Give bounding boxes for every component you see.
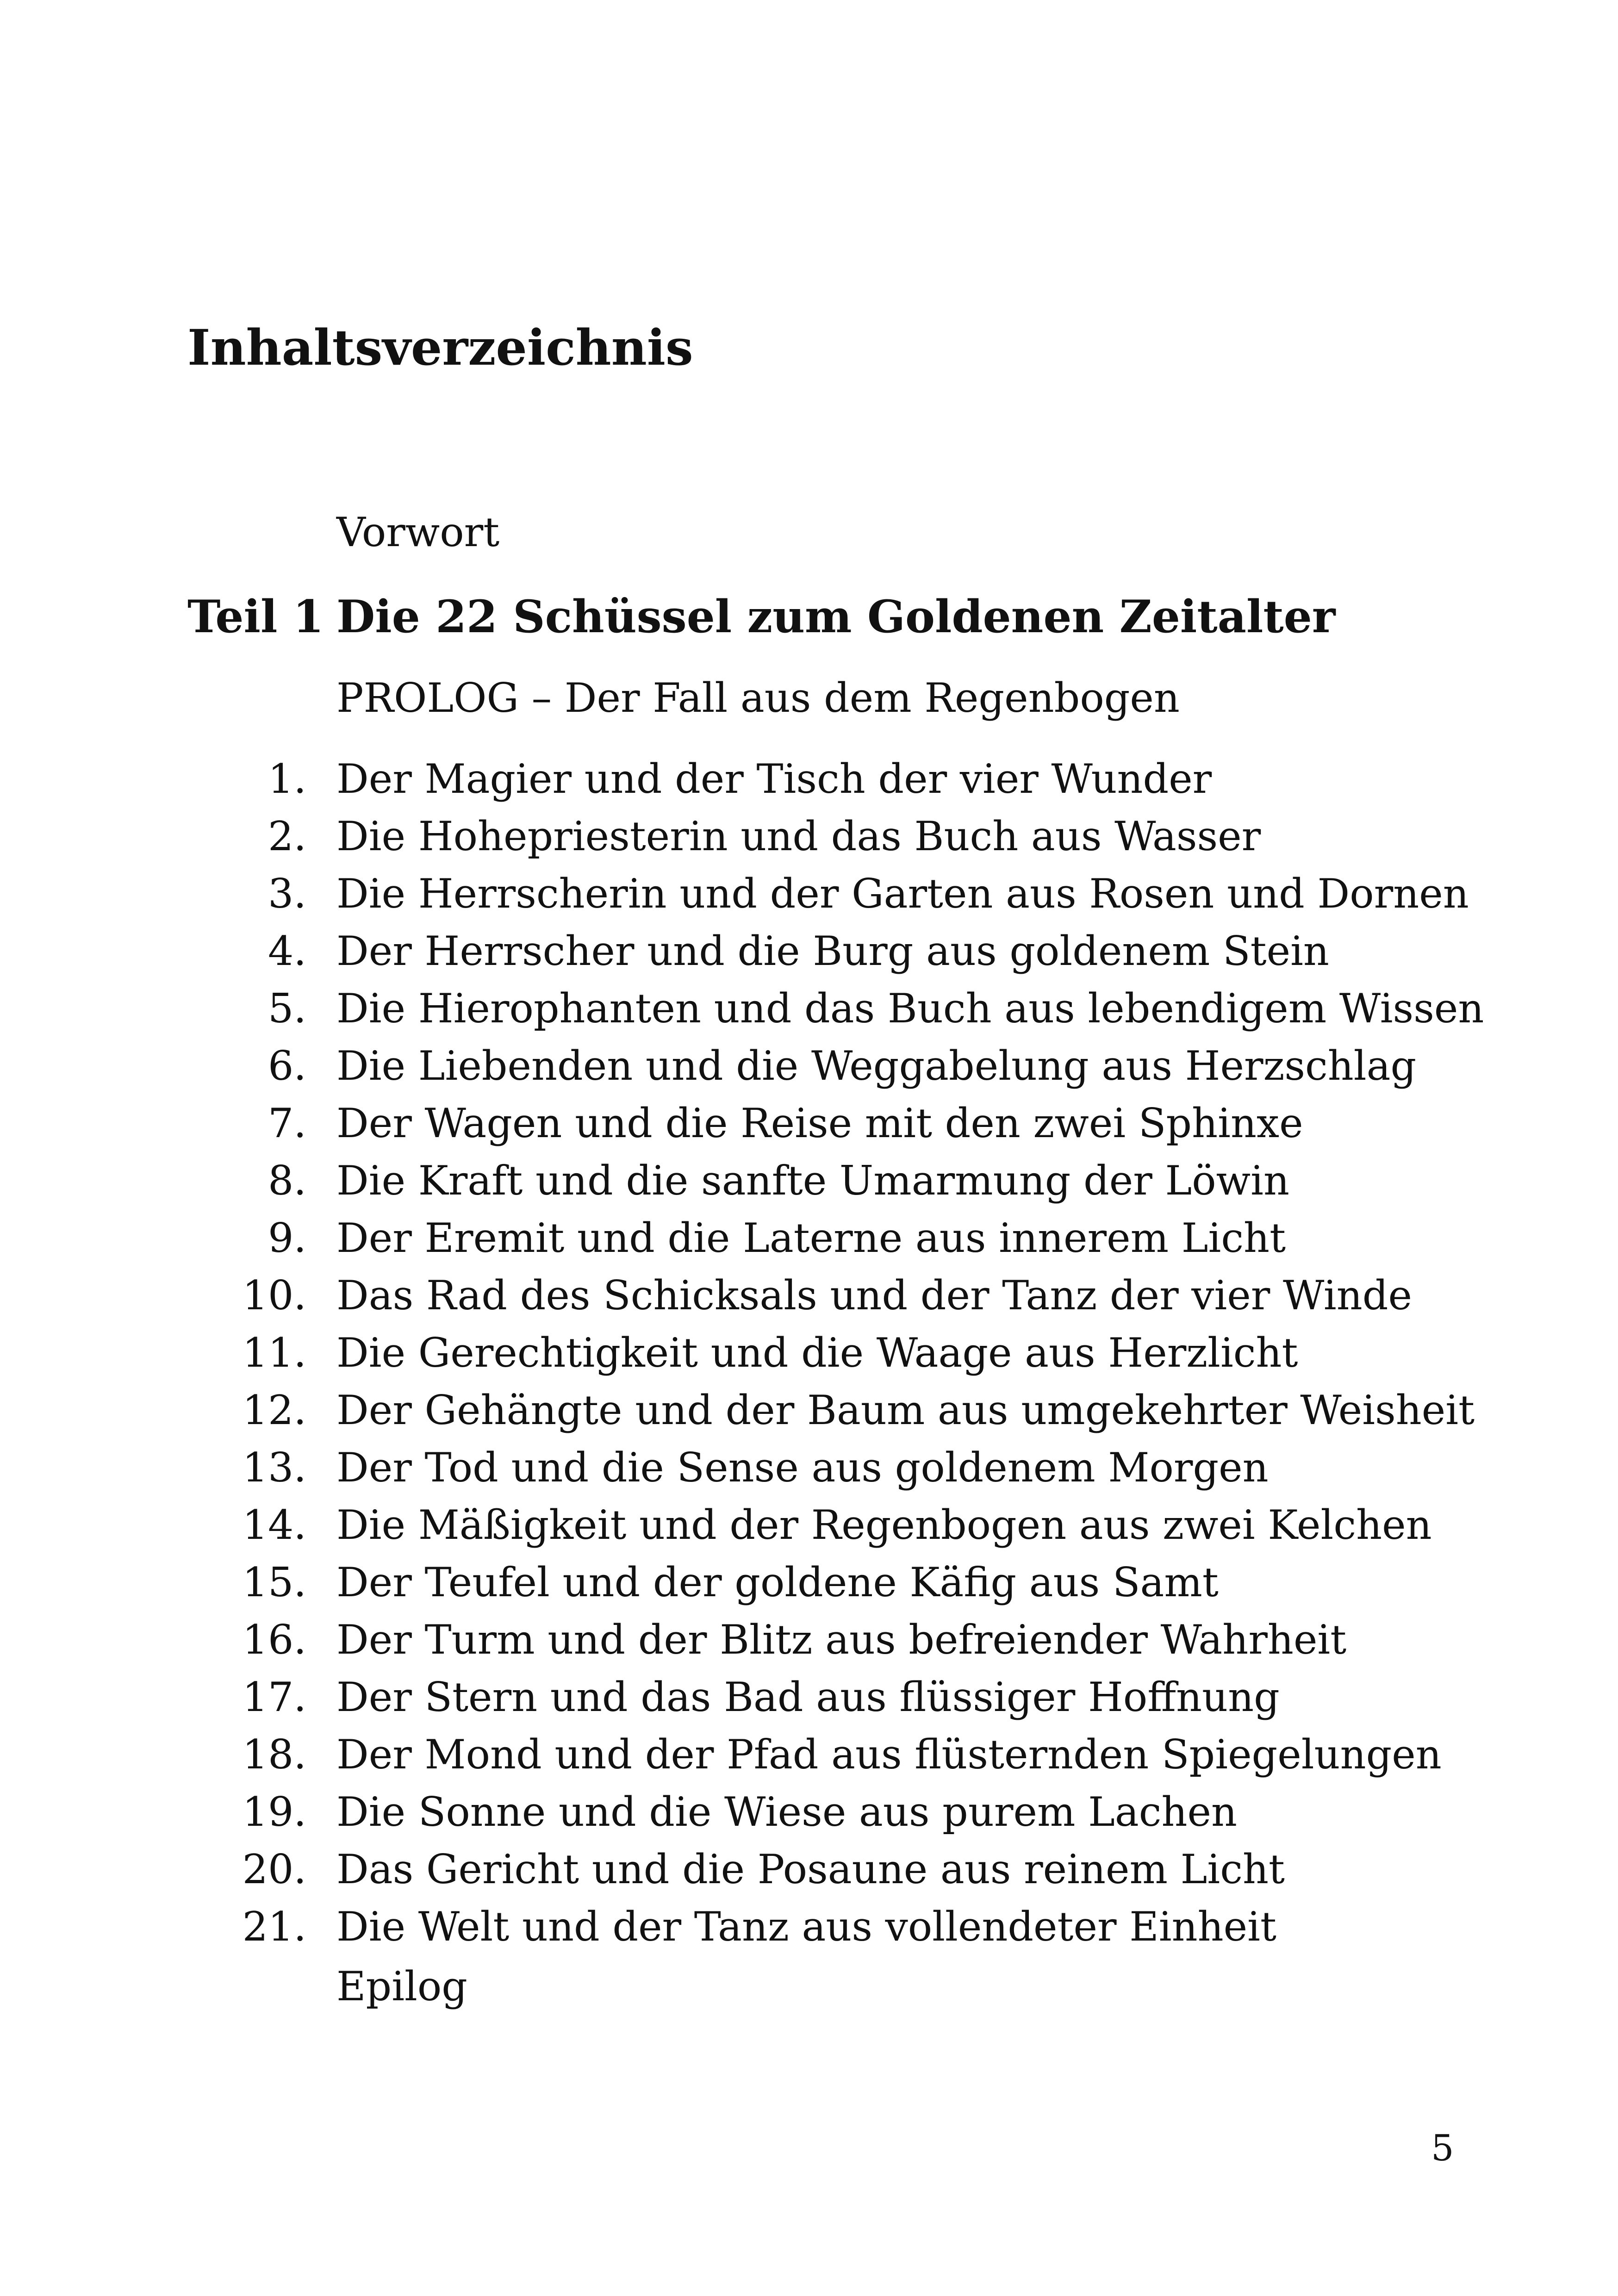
chapter-title: Die Welt und der Tanz aus vollendeter Einheit [336, 1903, 1276, 1950]
chapter-title: Die Kraft und die sanfte Umarmung der Löwin [336, 1157, 1289, 1204]
page-number: 5 [1431, 2128, 1454, 2169]
chapter-title: Die Gerechtigkeit und die Waage aus Herzlicht [336, 1329, 1298, 1376]
chapter-entry [185, 865, 1469, 922]
chapter-entry [185, 1037, 1435, 1095]
chapter-number: 2. [268, 813, 306, 860]
part-title: Die 22 Schüssel zum Goldenen Zeitalter [336, 591, 1336, 643]
chapter-number: 3. [268, 870, 306, 917]
chapter-number: 6. [268, 1042, 306, 1089]
chapter-title: Die Herrscherin und der Garten aus Rosen und Dornen [336, 870, 1469, 917]
chapter-entry [185, 1898, 1435, 1955]
chapter-title: Die Hohepriesterin und das Buch aus Wasser [336, 813, 1261, 860]
chapter-number: 16. [242, 1616, 306, 1663]
chapter-entry [185, 1267, 1435, 1324]
chapter-entry [185, 1496, 1435, 1554]
chapter-number: 9. [268, 1214, 306, 1262]
chapter-entry [185, 1095, 1435, 1152]
chapter-number: 12. [242, 1387, 306, 1434]
chapter-list [185, 750, 1484, 1955]
chapter-number: 18. [242, 1731, 306, 1778]
chapter-entry [185, 1381, 1475, 1439]
chapter-number: 1. [268, 755, 306, 803]
chapter-number: 7. [268, 1100, 306, 1147]
chapter-entry [185, 1209, 1435, 1267]
chapter-entry [185, 750, 1435, 808]
chapter-number: 5. [268, 985, 306, 1032]
chapter-entry [185, 980, 1484, 1037]
chapter-title: Der Magier und der Tisch der vier Wunder [336, 755, 1212, 803]
chapter-number: 14. [242, 1501, 306, 1549]
toc-entry-epilogue: Epilog [336, 1963, 467, 2010]
chapter-number: 21. [242, 1903, 306, 1950]
chapter-entry [185, 1611, 1435, 1668]
chapter-title: Der Gehängte und der Baum aus umgekehrter Weisheit [336, 1387, 1475, 1434]
chapter-entry [185, 1152, 1435, 1209]
chapter-title: Die Mäßigkeit und der Regenbogen aus zwei Kelchen [336, 1501, 1432, 1549]
part-heading [187, 587, 1335, 647]
page-title: Inhaltsverzeichnis [187, 318, 693, 376]
chapter-title: Der Tod und die Sense aus goldenem Morgen [336, 1444, 1269, 1491]
chapter-entry [185, 1841, 1435, 1898]
chapter-number: 17. [242, 1674, 306, 1721]
chapter-number: 8. [268, 1157, 306, 1204]
part-label: Teil 1 [187, 591, 324, 643]
chapter-title: Der Herrscher und die Burg aus goldenem Stein [336, 927, 1329, 975]
chapter-number: 20. [242, 1846, 306, 1893]
chapter-entry [185, 1439, 1435, 1496]
chapter-entry [185, 1324, 1435, 1381]
chapter-entry [185, 922, 1435, 980]
chapter-title: Die Hierophanten und das Buch aus lebendigem Wissen [336, 985, 1484, 1032]
chapter-entry [185, 1726, 1442, 1783]
toc-entry-prologue: PROLOG – Der Fall aus dem Regenbogen [336, 674, 1180, 722]
chapter-entry [185, 1554, 1435, 1611]
chapter-title: Das Rad des Schicksals und der Tanz der vier Winde [336, 1272, 1412, 1319]
chapter-number: 4. [268, 927, 306, 975]
chapter-entry [185, 808, 1435, 865]
chapter-entry [185, 1783, 1435, 1841]
chapter-number: 13. [242, 1444, 306, 1491]
chapter-entry [185, 1668, 1435, 1726]
chapter-title: Der Mond und der Pfad aus flüsternden Spiegelungen [336, 1731, 1442, 1778]
chapter-title: Das Gericht und die Posaune aus reinem Licht [336, 1846, 1285, 1893]
chapter-number: 10. [242, 1272, 306, 1319]
chapter-title: Der Eremit und die Laterne aus innerem Licht [336, 1214, 1286, 1262]
chapter-title: Der Stern und das Bad aus flüssiger Hoffnung [336, 1674, 1280, 1721]
chapter-number: 19. [242, 1788, 306, 1836]
toc-entry-foreword: Vorwort [336, 509, 500, 556]
chapter-title: Der Wagen und die Reise mit den zwei Sphinxe [336, 1100, 1303, 1147]
chapter-title: Die Liebenden und die Weggabelung aus Herzschlag [336, 1042, 1417, 1089]
chapter-number: 11. [242, 1329, 306, 1376]
chapter-title: Der Turm und der Blitz aus befreiender Wahrheit [336, 1616, 1347, 1663]
chapter-title: Die Sonne und die Wiese aus purem Lachen [336, 1788, 1238, 1836]
chapter-number: 15. [242, 1559, 306, 1606]
chapter-title: Der Teufel und der goldene Käfig aus Samt [336, 1559, 1219, 1606]
